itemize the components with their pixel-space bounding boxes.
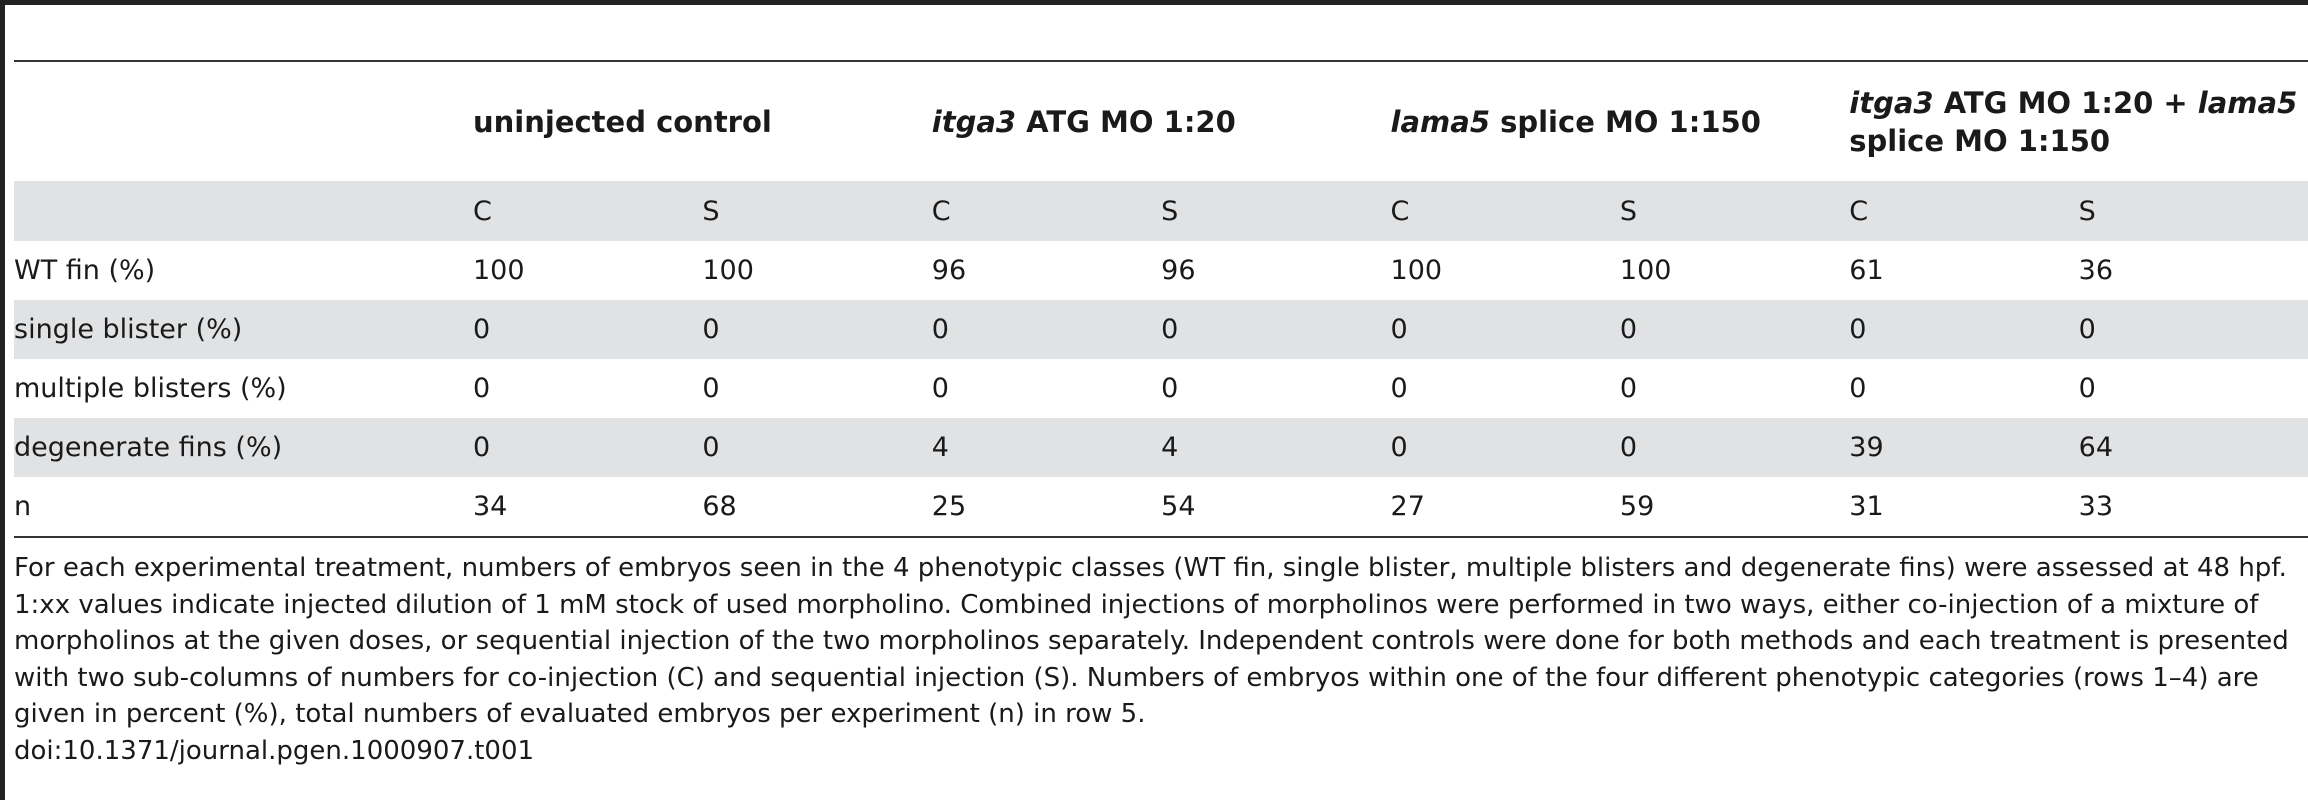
table-cell: 0 <box>702 300 931 359</box>
table-cell: 0 <box>2079 300 2308 359</box>
table-cell: 39 <box>1849 418 2078 477</box>
table-cell: 4 <box>1161 418 1390 477</box>
table-cell: 0 <box>1620 300 1849 359</box>
subcolumn-header: C <box>1391 181 1620 241</box>
table-row <box>14 241 2308 300</box>
table-cell: 31 <box>1849 477 2078 537</box>
caption-doi: doi:10.1371/journal.pgen.1000907.t001 <box>14 735 535 766</box>
table-row <box>14 300 2308 359</box>
row-label: degenerate fins (%) <box>14 418 473 477</box>
subcolumn-header-row <box>14 181 2308 241</box>
gene-name: itga3 <box>1849 85 1934 120</box>
gene-name: lama5 <box>2197 85 2298 120</box>
table-row <box>14 359 2308 418</box>
table-cell: 0 <box>932 300 1161 359</box>
table-cell: 0 <box>2078 373 2096 404</box>
group-label: ATG MO 1:20 + <box>1933 85 2198 120</box>
table-cell: 0 <box>473 373 491 404</box>
subcolumn-header: C <box>1849 181 2078 241</box>
table-cell: 96 <box>1161 255 1196 286</box>
table-cell: 0 <box>1620 418 1849 477</box>
table-cell: 34 <box>473 477 702 537</box>
group-label: uninjected control <box>473 104 772 139</box>
subcolumn-header: C <box>932 181 1161 241</box>
row-label: single blister (%) <box>14 300 473 359</box>
group-header-row <box>14 62 2308 181</box>
table-cell: 100 <box>702 255 754 286</box>
row-label: n <box>14 477 473 537</box>
top-border <box>0 0 2308 5</box>
row-label-header <box>14 62 473 181</box>
subcolumn-header: S <box>2079 181 2308 241</box>
subcolumn-header: C <box>473 181 702 241</box>
table-cell: 36 <box>2078 255 2114 286</box>
gene-name: itga3 <box>931 104 1017 139</box>
table-cell: 100 <box>473 255 525 286</box>
table-cell: 0 <box>1619 373 1638 404</box>
row-label: multiple blisters (%) <box>14 373 287 404</box>
group-header-itga3 <box>932 62 1391 181</box>
table-cell: 0 <box>1390 373 1408 404</box>
table-cell: 0 <box>1391 418 1620 477</box>
table-cell: 0 <box>702 418 931 477</box>
table-cell: 27 <box>1391 477 1620 537</box>
group-header-uninjected <box>473 62 932 181</box>
table-cell: 59 <box>1620 477 1849 537</box>
group-header-combined <box>1849 62 2308 181</box>
table-cell: 100 <box>1619 255 1672 286</box>
table-cell: 0 <box>931 373 949 404</box>
group-header-lama5 <box>1391 62 1850 181</box>
table-cell: 61 <box>1849 255 1884 286</box>
group-label: splice MO 1:150 <box>1490 104 1761 139</box>
subcolumn-header: S <box>702 181 931 241</box>
table-cell: 33 <box>2079 477 2308 537</box>
subcolumn-label-blank <box>14 181 473 241</box>
table-cell: 0 <box>1161 373 1179 404</box>
table-row <box>14 418 2308 477</box>
results-table <box>14 62 2308 538</box>
table-cell: 0 <box>1849 373 1867 404</box>
table-cell: 68 <box>702 477 931 537</box>
table-cell: 100 <box>1390 255 1443 286</box>
table-cell: 96 <box>931 255 967 286</box>
group-label: ATG MO 1:20 <box>1016 104 1236 139</box>
subcolumn-header: S <box>1161 181 1390 241</box>
group-label: splice MO 1:150 <box>1849 123 2111 158</box>
subcolumn-header: S <box>1620 181 1849 241</box>
table-cell: 25 <box>932 477 1161 537</box>
left-border <box>0 0 5 800</box>
gene-name: lama5 <box>1390 104 1490 139</box>
table-cell: 0 <box>1391 300 1620 359</box>
caption-text: For each experimental treatment, numbers of embryos seen in the 4 phenotypic classes (WT fin, single blister, multiple blisters and degenerate fins) were assessed at 48 hpf. 1:xx values indicate injected dilution of 1 mM stock of used morpholino. Combined injections of morpholinos were performed in two ways, either co-injection of a mixture of morpholinos at the given doses, or sequential injection of the two morpholinos separately. Independent controls were done for both methods and each treatment is presented with two sub-columns of numbers for co-injection (C) and sequential injection (S). Numbers of embryos within one of the four different phenotypic categories (rows 1–4) are given in percent (%), total numbers of evaluated embryos per experiment (n) in row 5. <box>14 553 2289 729</box>
table-cell: 0 <box>702 373 720 404</box>
table-cell: 0 <box>1849 300 2078 359</box>
table-cell: 0 <box>473 300 702 359</box>
table-cell: 4 <box>932 418 1161 477</box>
table-cell: 54 <box>1161 477 1390 537</box>
row-label: WT fin (%) <box>14 255 156 286</box>
table-cell: 0 <box>473 418 702 477</box>
table-caption <box>14 550 2304 769</box>
table-cell: 64 <box>2079 418 2308 477</box>
table-row <box>14 477 2308 537</box>
table-cell: 0 <box>1161 300 1390 359</box>
